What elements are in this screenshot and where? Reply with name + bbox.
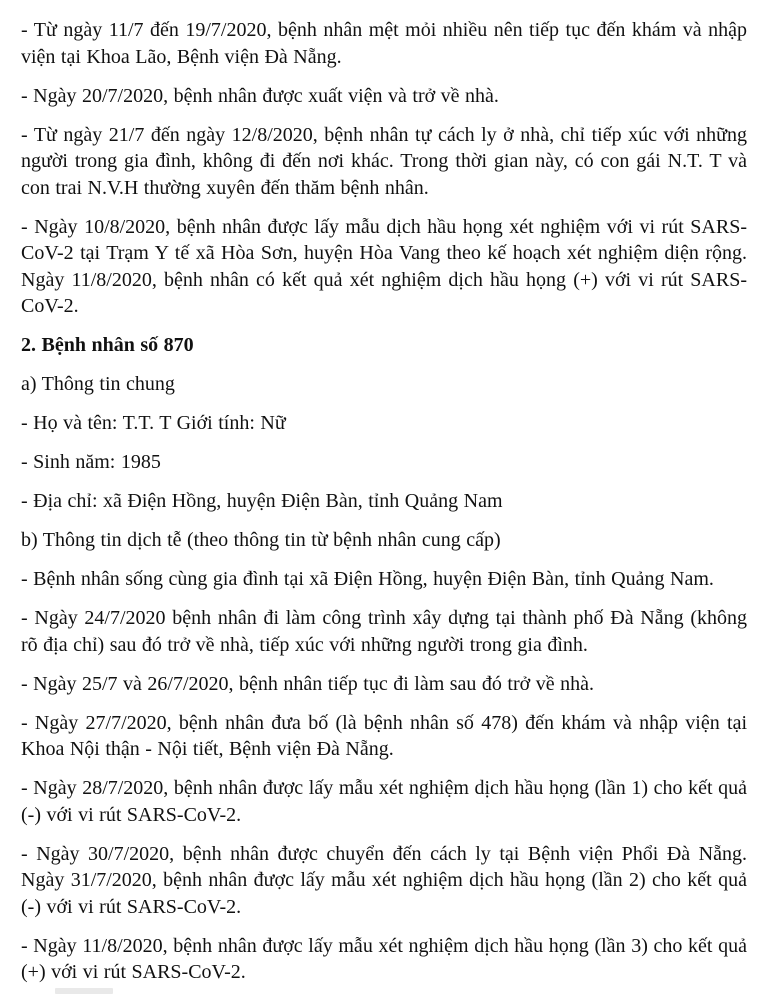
- subsection-epidemiology-info: b) Thông tin dịch tễ (theo thông tin từ bệnh nhân cung cấp): [21, 529, 501, 551]
- paragraph-address: - Địa chỉ: xã Điện Hồng, huyện Điện Bàn, tỉnh Quảng Nam: [21, 490, 503, 512]
- paragraph-name-gender: - Họ và tên: T.T. T Giới tính: Nữ: [21, 412, 286, 434]
- paragraph-timeline-10-8: - Ngày 10/8/2020, bệnh nhân được lấy mẫu dịch hầu họng xét nghiệm với vi rút SARS-CoV-2 tại Trạm Y tế xã Hòa Sơn, huyện Hòa Vang theo kế hoạch xét nghiệm diện rộng. Ngày 11/8/2020, bệnh nhân có kết quả xét nghiệm dịch hầu họng (+) với vi rút SARS-CoV-2.: [21, 215, 747, 317]
- paragraph-timeline-24-7: - Ngày 24/7/2020 bệnh nhân đi làm công trình xây dựng tại thành phố Đà Nẵng (không rõ địa chỉ) sau đó trở về nhà, tiếp xúc với những người trong gia đình.: [21, 607, 747, 656]
- subsection-general-info: a) Thông tin chung: [21, 373, 175, 395]
- paragraph-timeline-27-7: - Ngày 27/7/2020, bệnh nhân đưa bố (là bệnh nhân số 478) đến khám và nhập viện tại Khoa Nội thận - Nội tiết, Bệnh viện Đà Nẵng.: [21, 711, 747, 760]
- paragraph-timeline-28-7: - Ngày 28/7/2020, bệnh nhân được lấy mẫu xét nghiệm dịch hầu họng (lần 1) cho kết quả (-) với vi rút SARS-CoV-2.: [21, 777, 747, 826]
- paragraph-timeline-11-7: - Từ ngày 11/7 đến 19/7/2020, bệnh nhân mệt mỏi nhiều nên tiếp tục đến khám và nhập viện tại Khoa Lão, Bệnh viện Đà Nẵng.: [21, 19, 747, 68]
- paragraph-timeline-21-7: - Từ ngày 21/7 đến ngày 12/8/2020, bệnh nhân tự cách ly ở nhà, chỉ tiếp xúc với những người trong gia đình, không đi đến nơi khác. Trong thời gian này, có con gái N.T. T và con trai N.V.H thường xuyên đến thăm bệnh nhân.: [21, 123, 747, 199]
- paragraph-timeline-20-7: - Ngày 20/7/2020, bệnh nhân được xuất viện và trở về nhà.: [21, 84, 499, 107]
- paragraph-birth-year: - Sinh năm: 1985: [21, 451, 161, 473]
- paragraph-timeline-11-8: - Ngày 11/8/2020, bệnh nhân được lấy mẫu xét nghiệm dịch hầu họng (lần 3) cho kết quả (+) với vi rút SARS-CoV-2.: [21, 934, 747, 983]
- clipped-next-line-artifact: [55, 988, 113, 994]
- paragraph-living-situation: - Bệnh nhân sống cùng gia đình tại xã Điện Hồng, huyện Điện Bàn, tỉnh Quảng Nam.: [21, 568, 714, 590]
- paragraph-timeline-25-7: - Ngày 25/7 và 26/7/2020, bệnh nhân tiếp tục đi làm sau đó trở về nhà.: [21, 672, 594, 695]
- section-heading-patient-870: 2. Bệnh nhân số 870: [21, 334, 194, 356]
- paragraph-timeline-30-7: - Ngày 30/7/2020, bệnh nhân được chuyển đến cách ly tại Bệnh viện Phổi Đà Nẵng. Ngày 31/7/2020, bệnh nhân được lấy mẫu xét nghiệm dịch hầu họng (lần 2) cho kết quả (-) với vi rút SARS-CoV-2.: [21, 842, 747, 918]
